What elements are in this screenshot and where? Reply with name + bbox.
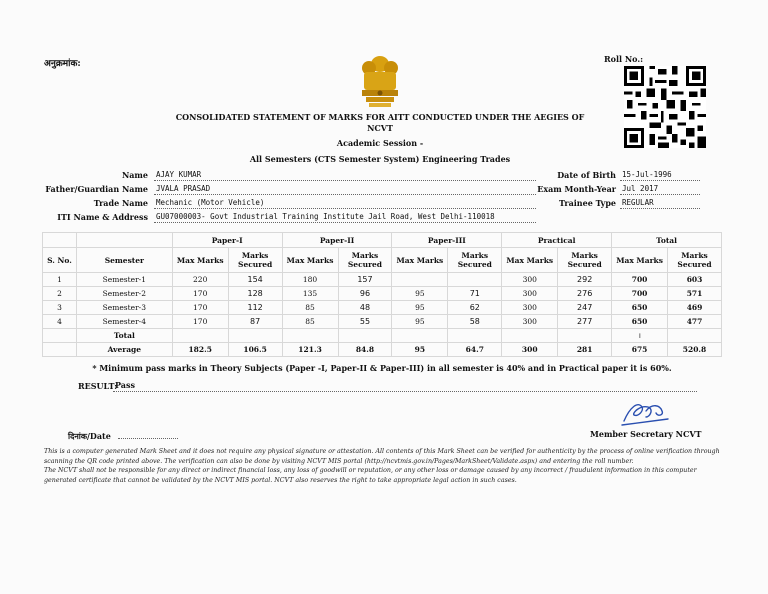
disclaimer: This is a computer generated Mark Sheet and it does not require any physical signature or attestation. All contents of this Mark Sheet can be verified for authenticity by the process of online verification through scanning the QR code printed above. The verification can also be done by visiting NCVT MIS portal (http://ncvtmis.gov.in/Pages/MarkSheet/Validate.aspx) and entering the roll number. The NCVT shall not be responsible for any direct or indirect financial loss, any loss of goodwill or reputation, or any other loss or damage caused by any incorrect / fraudulent information in this computer generated certificate that cannot be validated by the NCVT MIS portal. NCVT also reserves the right to take appropriate legal action in such cases. <box>44 448 720 484</box>
col-semester: Semester <box>76 248 172 273</box>
group-paper2: Paper-II <box>282 233 392 248</box>
qr-code-icon[interactable] <box>622 66 708 148</box>
iti-name-address: GU07000003- Govt Industrial Training Institute Jail Road, West Delhi-110018 <box>154 211 536 223</box>
table-row: 3 Semester-3 170 112 85 48 95 62 300 247 650 469 <box>43 301 722 315</box>
col-max-marks: Max Marks <box>282 248 338 273</box>
father-name: JVALA PRASAD <box>154 183 536 195</box>
father-label: Father/Guardian Name <box>45 184 148 194</box>
date-label: दिनांक/Date <box>68 431 111 441</box>
table-row: 1 Semester-1 220 154 180 157 300 292 700 603 <box>43 273 722 287</box>
national-emblem-icon <box>355 50 405 112</box>
exam-month-year-label: Exam Month-Year <box>537 184 616 194</box>
exam-month-year: Jul 2017 <box>620 183 700 195</box>
col-max-marks: Max Marks <box>392 248 448 273</box>
iti-label: ITI Name & Address <box>57 212 148 222</box>
col-max-marks: Max Marks <box>172 248 228 273</box>
date-line <box>118 438 178 439</box>
roll-number-label: Roll No.: <box>604 54 644 64</box>
col-marks-secured: Marks Secured <box>448 248 502 273</box>
marks-table <box>42 232 722 357</box>
col-marks-secured: Marks Secured <box>558 248 612 273</box>
average-row: Average 182.5 106.5 121.3 84.8 95 64.7 300 281 675 520.8 <box>43 343 722 357</box>
trainee-type-label: Trainee Type <box>559 198 616 208</box>
table-group-header <box>43 233 722 248</box>
table-sub-header <box>43 248 722 273</box>
trade-name: Mechanic (Motor Vehicle) <box>154 197 536 209</box>
name-label: Name <box>121 170 148 180</box>
col-marks-secured: Marks Secured <box>228 248 282 273</box>
group-paper1: Paper-I <box>172 233 282 248</box>
group-paper3: Paper-III <box>392 233 502 248</box>
member-secretary-label: Member Secretary NCVT <box>590 429 702 439</box>
date-of-birth: 15-Jul-1996 <box>620 169 700 181</box>
dob-label: Date of Birth <box>557 170 616 180</box>
col-marks-secured: Marks Secured <box>668 248 722 273</box>
academic-session: Academic Session - <box>336 138 424 148</box>
col-marks-secured: Marks Secured <box>338 248 392 273</box>
document-title: CONSOLIDATED STATEMENT OF MARKS FOR AITT CONDUCTED UNDER THE AEGIES OF NCVT <box>175 112 585 133</box>
col-max-marks: Max Marks <box>502 248 558 273</box>
table-row: 2 Semester-2 170 128 135 96 95 71 300 276 700 571 <box>43 287 722 301</box>
table-row: 4 Semester-4 170 87 85 55 95 58 300 277 650 477 <box>43 315 722 329</box>
result-label: RESULT: <box>78 381 118 391</box>
candidate-name: AJAY KUMAR <box>154 169 536 181</box>
pass-marks-note: * Minimum pass marks in Theory Subjects (Paper -I, Paper-II & Paper-III) in all semester is 40% and in Practical paper it is 60%. <box>92 363 672 373</box>
trade-label: Trade Name <box>93 198 148 208</box>
group-total: Total <box>612 233 722 248</box>
trainee-type: REGULAR <box>620 197 700 209</box>
col-sno: S. No. <box>43 248 77 273</box>
total-row: Total । <box>43 329 722 343</box>
group-practical: Practical <box>502 233 612 248</box>
col-max-marks: Max Marks <box>612 248 668 273</box>
semester-system-heading: All Semesters (CTS Semester System) Engineering Trades <box>249 154 511 164</box>
serial-number-label: अनुक्रमांक: <box>44 59 81 69</box>
result-value: Pass <box>113 380 697 392</box>
signature-icon <box>620 397 672 427</box>
